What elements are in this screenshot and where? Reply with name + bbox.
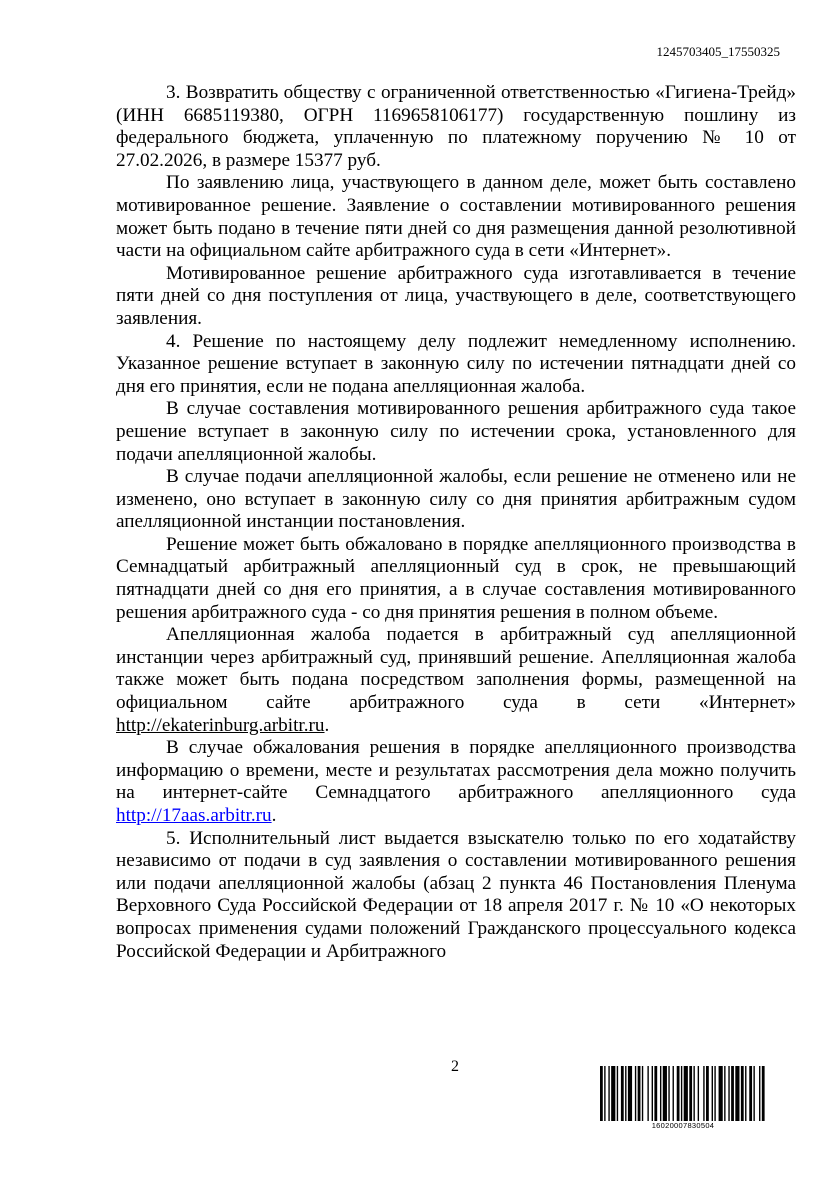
barcode-bar [703,1066,704,1121]
barcode-bar [647,1066,648,1121]
barcode-number: 16020007830504 [651,1121,715,1130]
barcode-bar [731,1066,734,1121]
barcode-bar [642,1066,643,1121]
barcode-bar [724,1066,725,1121]
barcode-bar [681,1066,682,1121]
paragraph-entry-into-force: В случае составления мотивированного решения арбитражного суда такое решение вступает в законную силу по истечении срока, установленного для подачи апелляционной жалобы. [116,398,796,465]
barcode-bar [621,1066,624,1121]
appeal-court-link[interactable]: http://17aas.arbitr.ru [116,805,272,826]
barcode [600,1066,766,1124]
paragraph-appeal-procedure: Решение может быть обжаловано в порядке апелляционного производства в Семнадцатый арбитражный апелляционный суд в срок, не превышающий пятнадцати дней со дня его принятия, а в случае составления мотивированного решения арбитражного суда - со дня принятия решения в полном объеме. [116,533,796,623]
barcode-bar [762,1066,765,1121]
barcode-bar [714,1066,715,1121]
barcode-bar [638,1066,641,1121]
barcode-bar [617,1066,618,1121]
barcode-bar [673,1066,674,1121]
barcode-bar [749,1066,752,1121]
document-body [116,82,796,963]
paragraph-appeal-info [116,737,796,827]
barcode-bar [745,1066,746,1121]
paragraph-refund: 3. Возвратить обществу с ограниченной ответственностью «Гигиена-Трейд» (ИНН 6685119380, ОГРН 1169658106177) государственную пошлину из федерального бюджета, уплаченную по платежному поручению № 10 от 27.02.2026, в размере 15377 руб. [116,82,796,171]
paragraph-appeal-effect: В случае подачи апелляционной жалобы, если решение не отменено или не изменено, оно вступает в законную силу со дня принятия арбитражным судом апелляционной инстанции постановления. [116,466,796,533]
barcode-bar [759,1066,760,1121]
barcode-bar [677,1066,680,1121]
barcode-bar [689,1066,692,1121]
barcode-bar [741,1066,744,1121]
barcode-bar [668,1066,669,1121]
barcode-bar [706,1066,709,1121]
barcode-bar [753,1066,754,1121]
barcode-bar [604,1066,605,1121]
appeal-info-end: . [271,805,277,826]
barcode-bar [719,1066,723,1121]
barcode-bar [728,1066,729,1121]
barcode-graphic [600,1066,766,1121]
barcode-bar [600,1066,603,1121]
barcode-bar [712,1066,713,1121]
appeal-filing-text: Апелляционная жалоба подается в арбитражный суд апелляционной инстанции через арбитражный суд, принявший решение. Апелляционная жалоба также может быть подана посредством заполнения формы, размещенной на официальном сайте арбитражного суда в сети «Интернет» [116,624,796,714]
appeal-filing-end: . [324,714,330,736]
paragraph-writ-of-execution: 5. Исполнительный лист выдается взыскателю только по его ходатайству независимо от подачи в суд заявления о составлении мотивированного решения или подачи апелляционной жалобы (абзац 2 пункта 46 Постановления Пленума Верховного Суда Российской Федерации от 18 апреля 2017 г. № 10 «О некоторых вопросах применения судами положений Гражданского процессуального кодекса Российской Федерации и Арбитражного [116,827,796,962]
paragraph-immediate-execution: 4. Решение по настоящему делу подлежит немедленному исполнению. Указанное решение вступает в законную силу по истечении пятнадцати дней со дня его принятия, если не подана апелляционная жалоба. [116,330,796,397]
ekaterinburg-court-link[interactable]: http://ekaterinburg.arbitr.ru [116,714,325,736]
barcode-bar [628,1066,632,1121]
document-id: 1245703405_17550325 [656,44,780,59]
barcode-bar [608,1066,609,1121]
appeal-info-text: В случае обжалования решения в порядке апелляционного производства информацию о времени, месте и результатах рассмотрения дела можно получить на интернет-сайте Семнадцатого арбитражного апелляционного суда [116,737,796,804]
barcode-bar [652,1066,653,1121]
barcode-bar [663,1066,667,1121]
paragraph-appeal-filing [116,624,796,737]
barcode-bar [698,1066,699,1121]
barcode-bar [684,1066,688,1121]
barcode-bar [625,1066,626,1121]
barcode-bar [611,1066,615,1121]
barcode-bar [654,1066,657,1121]
paragraph-motivated-decision-request: По заявлению лица, участвующего в данном деле, может быть составлено мотивированное решение. Заявление о составлении мотивированного решения может быть подано в течение пяти дней со дня размещения данной резолютивной части на официальном сайте арбитражного суда в сети «Интернет». [116,172,796,262]
barcode-bar [660,1066,661,1121]
paragraph-motivated-decision-term: Мотивированное решение арбитражного суда изготавливается в течение пяти дней со дня поступления от лица, участвующего в деле, соответствующего заявления. [116,262,796,329]
barcode-bar [635,1066,636,1121]
page-number: 2 [451,1058,459,1075]
barcode-bar [693,1066,694,1121]
barcode-bar [735,1066,739,1121]
